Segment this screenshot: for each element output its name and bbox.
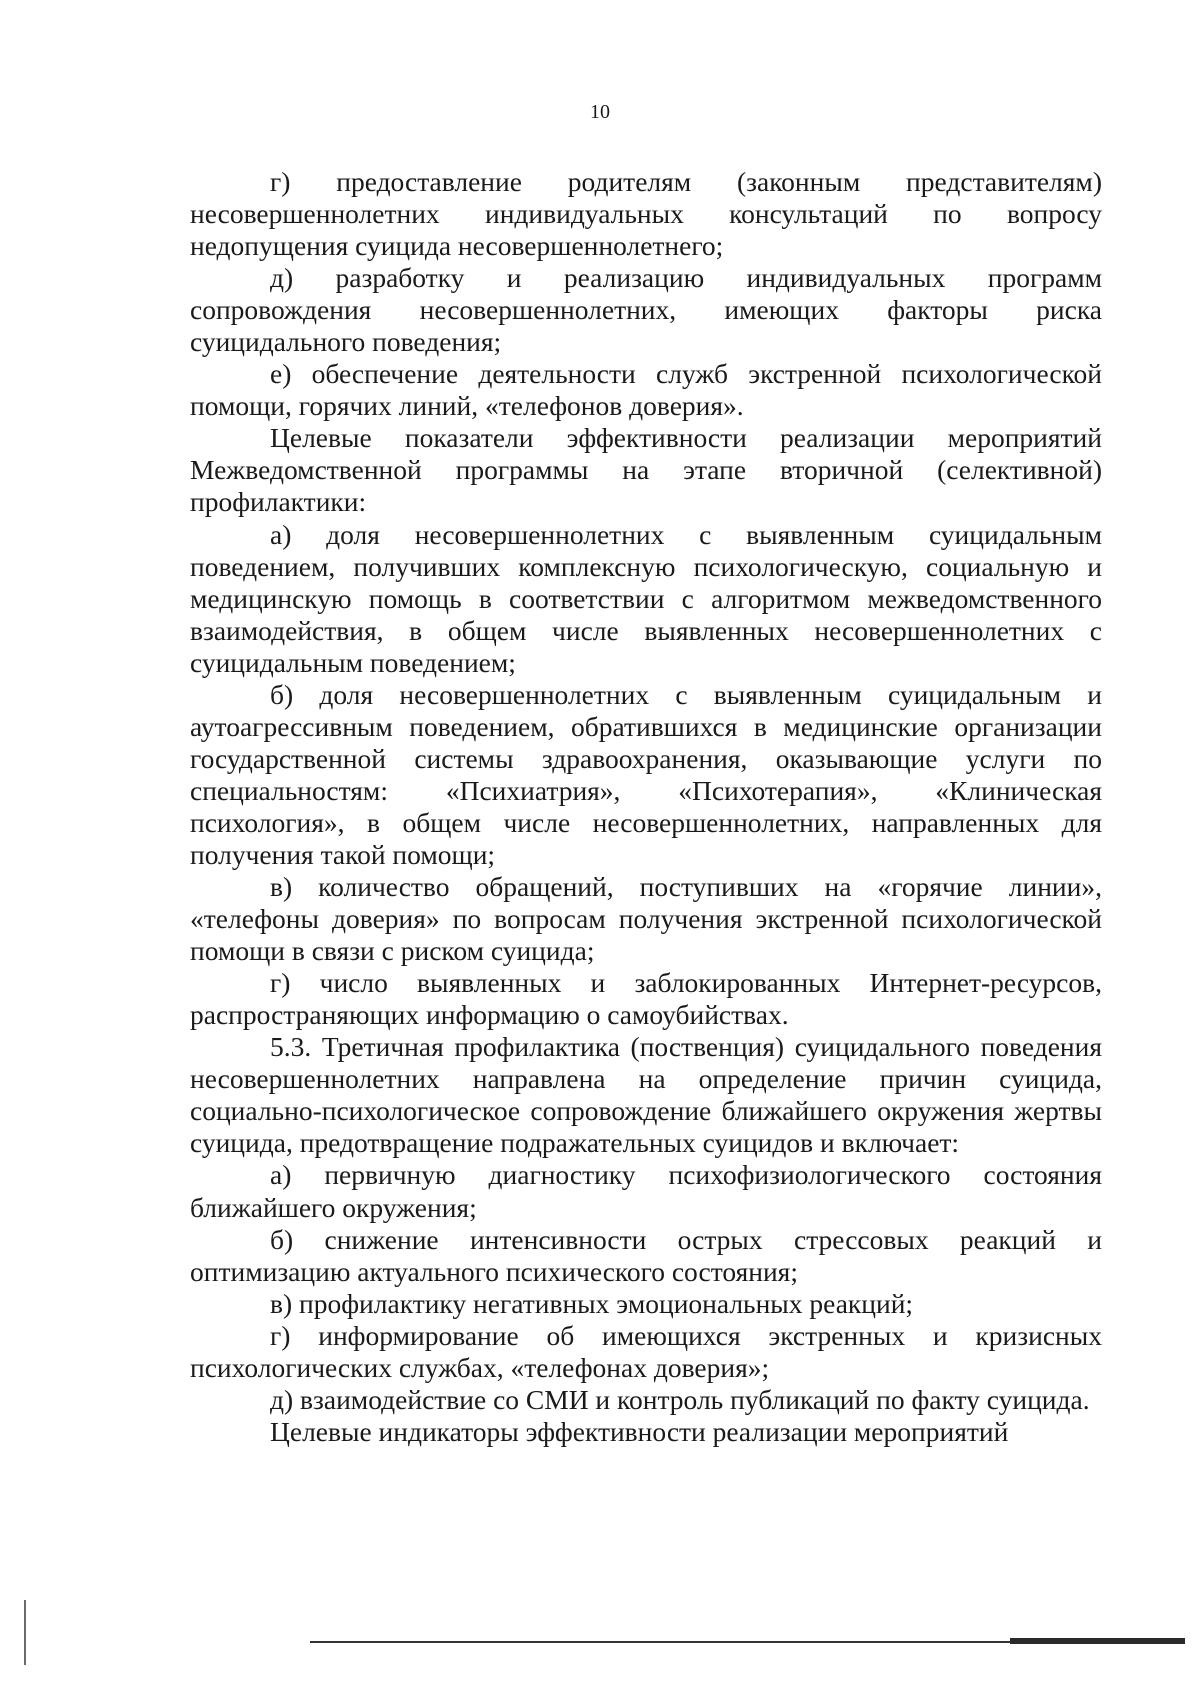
paragraph-indicator-b-share-medical: б) доля несовершеннолетних с выявленным суицидальным и аутоагрессивным поведением, обратившихся в медицинские организации государственной системы здравоохранения, оказывающие услуги по специальностям: «Психиатрия», «Психотерапия», «Клиническая психология», в общем числе несовершеннолетних, направленных для получения такой помощи; [190, 678, 1102, 870]
paragraph-indicator-v-hotline-calls: в) количество обращений, поступивших на «горячие линии», «телефоны доверия» по вопросам получения экстренной психологической помощи в связи с риском суицида; [190, 871, 1102, 967]
paragraph-item-b-stress-reduction: б) снижение интенсивности острых стрессовых реакций и оптимизацию актуального психического состояния; [190, 1223, 1102, 1287]
paragraph-tertiary-indicators-heading: Целевые индикаторы эффективности реализации мероприятий [270, 1415, 1009, 1447]
paragraph-item-d-individual-programs: д) разработку и реализацию индивидуальных программ сопровождения несовершеннолетних, имеющих факторы риска суицидального поведения; [190, 262, 1102, 358]
paragraph-item-g-crisis-services-info: г) информирование об имеющихся экстренных и кризисных психологических службах, «телефонах доверия»; [190, 1319, 1102, 1383]
paragraph-item-g-parents-consultations: г) предоставление родителям (законным представителям) несовершеннолетних индивидуальных консультаций по вопросу недопущения суицида несовершеннолетнего; [190, 166, 1102, 262]
document-body [190, 166, 1102, 1448]
paragraph-section-5-3-tertiary-prevention: 5.3. Третичная профилактика (поственция) суицидального поведения несовершеннолетних направлена на определение причин суицида, социально-психологическое сопровождение ближайшего окружения жертвы суицида, предотвращение подражательных суицидов и включает: [190, 1031, 1102, 1159]
paragraph-item-d-media-interaction: д) взаимодействие со СМИ и контроль публикаций по факту суицида. [270, 1383, 1090, 1415]
paragraph-item-e-emergency-services: е) обеспечение деятельности служб экстренной психологической помощи, горячих линий, «телефонов доверия». [190, 358, 1102, 422]
paragraph-indicator-a-share-helped: а) доля несовершеннолетних с выявленным суицидальным поведением, получивших комплексную психологическую, социальную и медицинскую помощь в соответствии с алгоритмом межведомственного взаимодействия, в общем числе выявленных несовершеннолетних с суицидальным поведением; [190, 518, 1102, 678]
scan-edge-mark [24, 1600, 26, 1665]
scan-bottom-bar [1010, 1638, 1185, 1644]
page-number: 10 [590, 101, 610, 123]
paragraph-secondary-prevention-targets: Целевые показатели эффективности реализации мероприятий Межведомственной программы на этапе вторичной (селективной) профилактики: [190, 422, 1102, 518]
paragraph-item-a-primary-diagnostics: а) первичную диагностику психофизиологического состояния ближайшего окружения; [190, 1159, 1102, 1223]
paragraph-item-v-negative-reactions: в) профилактику негативных эмоциональных реакций; [270, 1287, 914, 1319]
paragraph-indicator-g-blocked-resources: г) число выявленных и заблокированных Интернет-ресурсов, распространяющих информацию о самоубийствах. [190, 967, 1102, 1031]
